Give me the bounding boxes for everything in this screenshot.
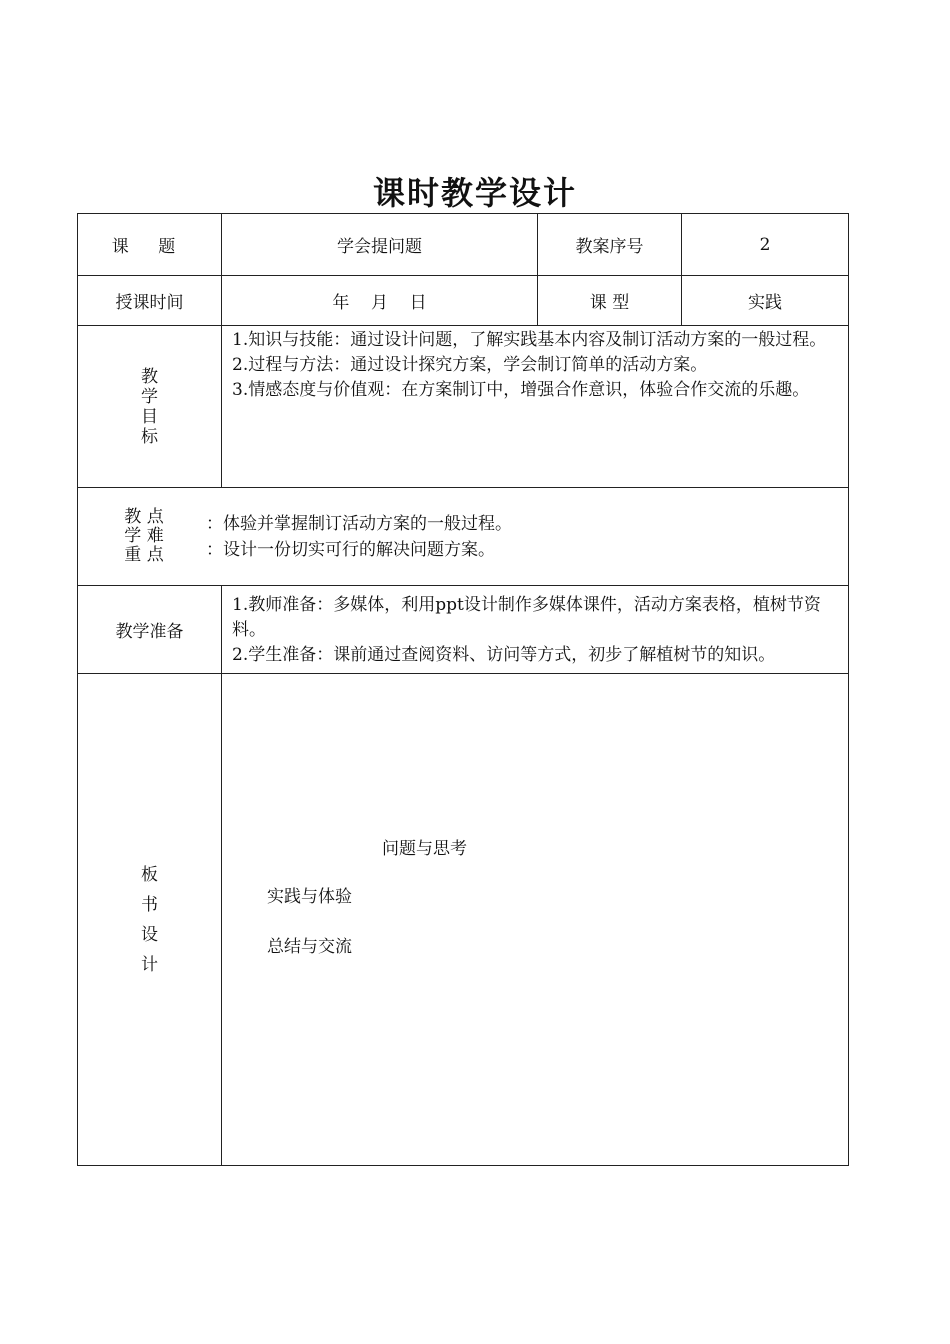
prep-item: 1.教师准备：多媒体，利用ppt设计制作多媒体课件，活动方案表格，植树节资料。 bbox=[232, 595, 821, 640]
goals-label: 教 学 目 标 bbox=[78, 326, 222, 488]
difficult-point: ：设计一份切实可行的解决问题方案。 bbox=[206, 539, 495, 560]
lesson-plan-table bbox=[77, 213, 849, 1166]
preparation-content bbox=[222, 586, 849, 674]
lesson-type-value: 实践 bbox=[682, 276, 849, 326]
teaching-time-label: 授课时间 bbox=[78, 276, 222, 326]
page-title: 课时教学设计 bbox=[372, 174, 577, 212]
goal-item: 1.知识与技能：通过设计问题，了解实践基本内容及制订活动方案的一般过程。 bbox=[232, 330, 827, 350]
board-line-summary: 总结与交流 bbox=[267, 937, 352, 957]
key-points-content bbox=[206, 511, 512, 563]
goal-item: 3.情感态度与价值观：在方案制订中，增强合作意识，体验合作交流的乐趣。 bbox=[232, 380, 810, 400]
plan-number-value: 2 bbox=[682, 214, 849, 276]
goals-row bbox=[78, 326, 849, 488]
key-points-row bbox=[78, 488, 849, 586]
key-points-label: 教 点 学 难 重 点 bbox=[124, 507, 164, 565]
goal-item: 2.过程与方法：通过设计探究方案，学会制订简单的活动方案。 bbox=[232, 355, 708, 375]
time-row bbox=[78, 276, 849, 326]
board-design-row bbox=[78, 674, 849, 1166]
goals-content bbox=[222, 326, 849, 488]
key-point: ：体验并掌握制订活动方案的一般过程。 bbox=[206, 513, 512, 534]
board-design-content bbox=[222, 674, 849, 1166]
preparation-row bbox=[78, 586, 849, 674]
board-line-question: 问题与思考 bbox=[382, 839, 467, 859]
preparation-label: 教学准备 bbox=[78, 586, 222, 674]
lesson-type-label: 课 型 bbox=[538, 276, 682, 326]
board-design-label: 板 书 设 计 bbox=[78, 674, 222, 1166]
plan-number-label: 教案序号 bbox=[538, 214, 682, 276]
prep-item: 2.学生准备：课前通过查阅资料、访问等方式，初步了解植树节的知识。 bbox=[232, 645, 776, 665]
teaching-time-value: 年 月 日 bbox=[222, 276, 538, 326]
board-line-practice: 实践与体验 bbox=[267, 887, 352, 907]
topic-label: 课 题 bbox=[78, 214, 222, 276]
topic-value: 学会提问题 bbox=[222, 214, 538, 276]
topic-row bbox=[78, 214, 849, 276]
key-points-cell bbox=[78, 488, 849, 586]
